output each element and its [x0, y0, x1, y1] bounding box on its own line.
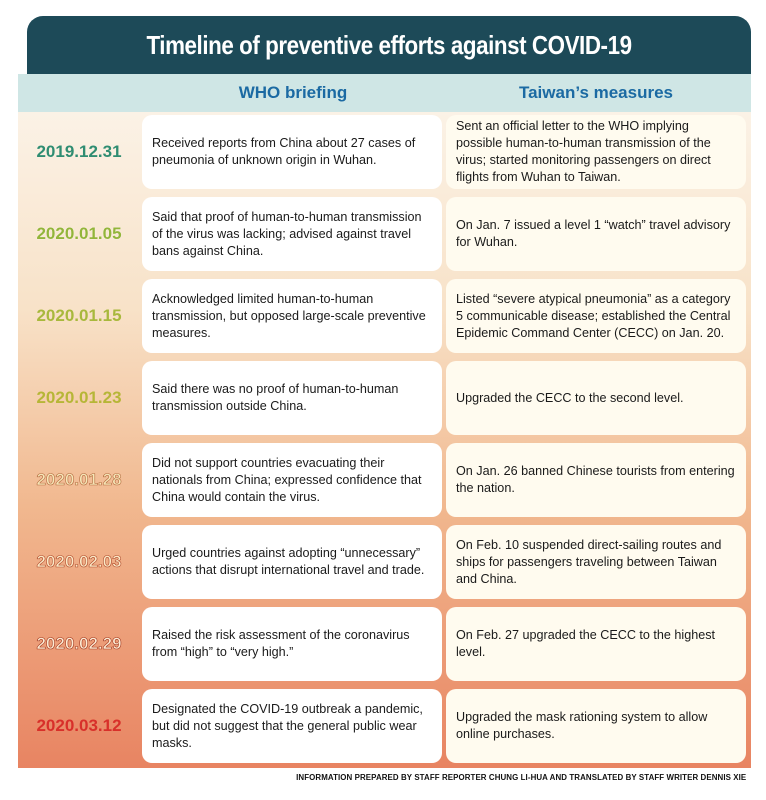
column-header-taiwan: Taiwan’s measures [518, 83, 674, 102]
taiwan-measure-cell [446, 607, 746, 681]
who-briefing-cell [142, 115, 442, 189]
who-briefing-text: Acknowledged limited human-to-human transmission, but opposed large-scale preventive measures. [152, 291, 426, 340]
taiwan-measure-text: On Feb. 10 suspended direct-sailing routes and ships for passengers traveling between Taiwan and China. [456, 537, 722, 586]
taiwan-measure-text: On Feb. 27 upgraded the CECC to the highest level. [456, 628, 716, 659]
taiwan-measure-cell [446, 197, 746, 271]
infographic-header [27, 16, 751, 74]
who-briefing-text: Received reports from China about 27 cases of pneumonia of unknown origin in Wuhan. [152, 136, 416, 167]
row-date: 2020.01.23 [36, 388, 122, 407]
taiwan-measure-text: On Jan. 7 issued a level 1 “watch” travel advisory for Wuhan. [456, 218, 731, 249]
row-date: 2019.12.31 [36, 142, 122, 161]
who-briefing-cell [142, 443, 442, 517]
taiwan-measure-text: Sent an official letter to the WHO implying possible human-to-human transmission of the virus; started monitoring passengers on direct flights from Wuhan to Taiwan. [456, 119, 711, 184]
timeline-row [18, 194, 751, 274]
timeline-row [18, 112, 751, 192]
timeline-row [18, 276, 751, 356]
taiwan-measure-text: On Jan. 26 banned Chinese tourists from entering the nation. [456, 464, 735, 495]
taiwan-measure-cell [446, 443, 746, 517]
credit-line: INFORMATION PREPARED BY STAFF REPORTER CHUNG LI-HUA AND TRANSLATED BY STAFF WRITER DENNIS XIE [295, 772, 746, 782]
row-date: 2020.01.28 [36, 470, 122, 489]
row-date: 2020.01.15 [36, 306, 122, 325]
who-briefing-text: Designated the COVID-19 outbreak a pandemic, but did not suggest that the general public wear masks. [152, 701, 423, 750]
row-date: 2020.03.12 [36, 716, 122, 735]
who-briefing-cell [142, 525, 442, 599]
timeline-row [18, 522, 751, 602]
column-header-who: WHO briefing [238, 83, 348, 102]
row-date: 2020.01.05 [36, 224, 122, 243]
taiwan-measure-cell [446, 279, 746, 353]
who-briefing-text: Urged countries against adopting “unnecessary” actions that disrupt international travel and trade. [152, 546, 425, 577]
taiwan-measure-cell [446, 525, 746, 599]
timeline-row [18, 440, 751, 520]
row-date: 2020.02.29 [36, 634, 122, 653]
taiwan-measure-cell [446, 115, 746, 189]
timeline-row [18, 358, 751, 438]
who-briefing-text: Said there was no proof of human-to-human transmission outside China. [152, 382, 399, 413]
who-briefing-text: Raised the risk assessment of the coronavirus from “high” to “very high.” [152, 628, 410, 659]
taiwan-measure-cell [446, 361, 746, 435]
timeline-panel [18, 112, 751, 768]
timeline-row [18, 604, 751, 684]
taiwan-measure-text: Listed “severe atypical pneumonia” as a category 5 communicable disease; established the Central Epidemic Command Center (CECC) on Jan. 20. [456, 291, 731, 340]
who-briefing-cell [142, 279, 442, 353]
taiwan-measure-text: Upgraded the mask rationing system to allow online purchases. [456, 710, 708, 741]
who-briefing-text: Said that proof of human-to-human transmission of the virus was lacking; advised against travel bans against China. [152, 209, 422, 258]
who-briefing-text: Did not support countries evacuating their nationals from China; expressed confidence that China would contain the virus. [152, 455, 422, 504]
taiwan-measure-cell [446, 689, 746, 763]
who-briefing-cell [142, 197, 442, 271]
timeline-row [18, 686, 751, 766]
who-briefing-cell [142, 361, 442, 435]
who-briefing-cell [142, 607, 442, 681]
taiwan-measure-text: Upgraded the CECC to the second level. [456, 390, 684, 405]
column-headers [18, 74, 751, 112]
who-briefing-cell [142, 689, 442, 763]
row-date: 2020.02.03 [36, 552, 122, 571]
infographic-title: Timeline of preventive efforts against COVID-19 [146, 30, 632, 60]
